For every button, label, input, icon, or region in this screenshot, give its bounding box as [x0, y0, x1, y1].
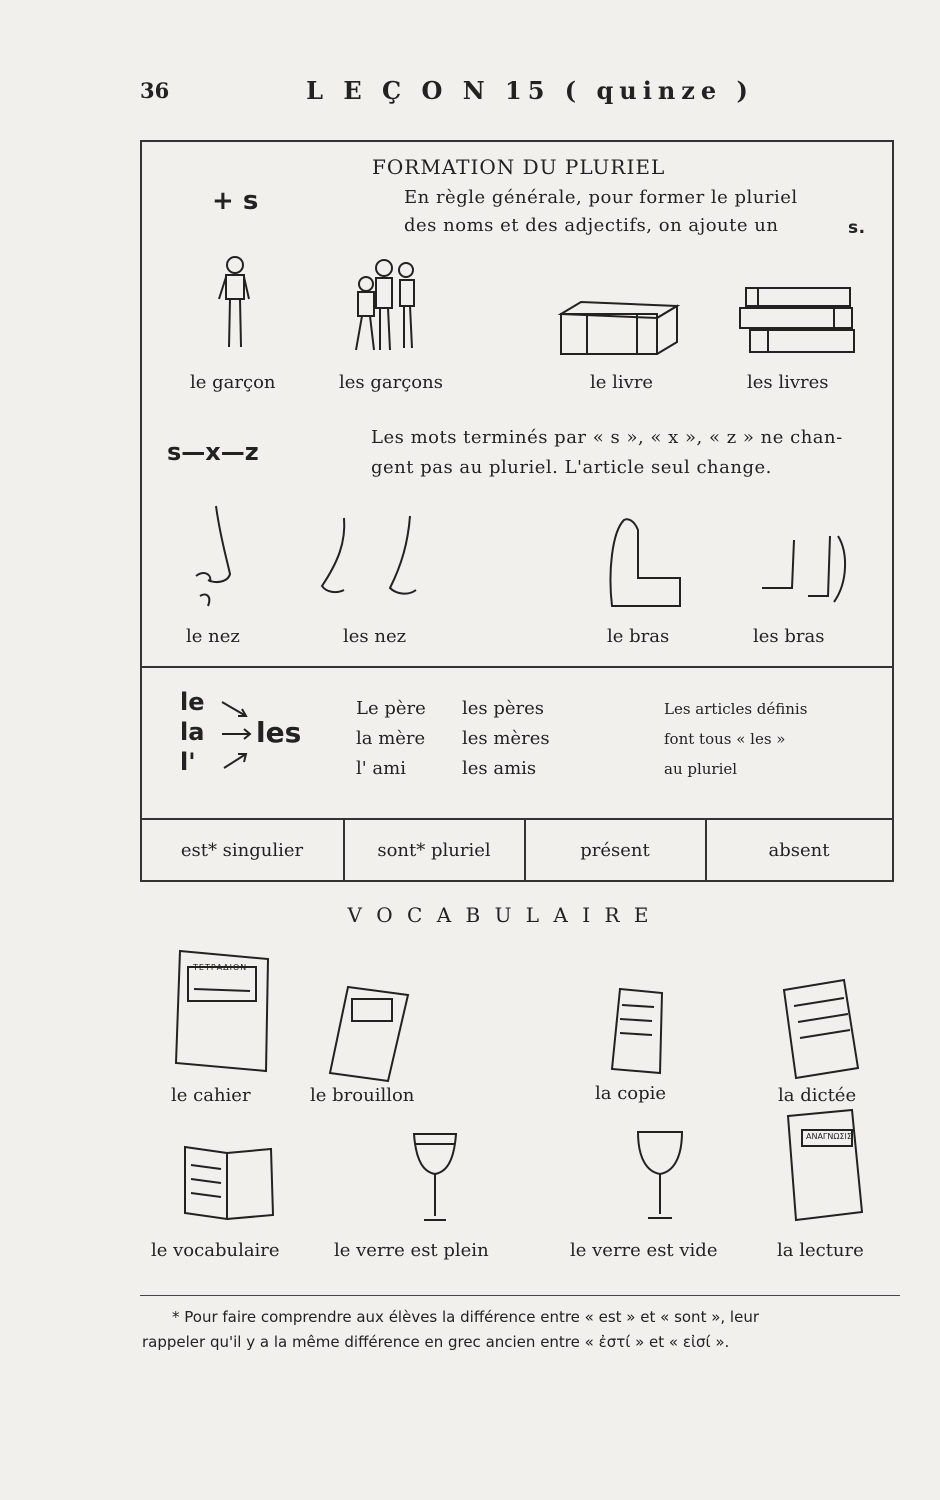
arm-illustration [604, 512, 684, 612]
full-glass-illustration [410, 1128, 460, 1226]
vocab-le-cahier: le cahier [171, 1085, 251, 1106]
article-l: l' [180, 748, 196, 776]
article-arrows-icon [220, 696, 260, 776]
article-les: les [256, 716, 302, 749]
caption-les-livres: les livres [747, 372, 829, 393]
boy-illustration [215, 255, 255, 355]
caption-les-garcons: les garçons [339, 372, 443, 393]
vocab-la-lecture: la lecture [777, 1240, 864, 1261]
cahier-cover-text: ΤΕΤΡΑΔΙΟΝ [193, 963, 248, 972]
caption-le-bras: le bras [607, 626, 670, 647]
singular-ami: l' ami [356, 758, 406, 779]
rule-letter-s: s. [848, 218, 866, 238]
book-illustration [557, 300, 682, 360]
vocab-verre-vide: le verre est vide [570, 1240, 718, 1261]
vocab-la-dictee: la dictée [778, 1085, 857, 1106]
dictee-illustration [778, 978, 862, 1080]
cell-absent: absent [768, 840, 830, 861]
footnote-rule [140, 1295, 900, 1296]
cell-est-singulier: est* singulier [180, 840, 304, 861]
boys-illustration [348, 258, 428, 358]
table-divider-articles [140, 666, 894, 668]
articles-note-line-3: au pluriel [664, 760, 738, 778]
lecture-illustration [784, 1108, 866, 1226]
vocabulary-title: V O C A B U L A I R E [347, 903, 653, 927]
rule-line-2: des noms et des adjectifs, on ajoute un [404, 215, 779, 236]
vocab-verre-plein: le verre est plein [334, 1240, 489, 1261]
sxz-rule-line-2: gent pas au pluriel. L'article seul change. [371, 457, 772, 478]
plural-amis: les amis [462, 758, 537, 779]
cell-present: présent [580, 840, 650, 861]
empty-glass-illustration [634, 1126, 686, 1224]
article-la: la [180, 718, 205, 746]
arms-illustration [758, 532, 853, 607]
nose-illustration [186, 496, 246, 612]
caption-le-nez: le nez [186, 626, 240, 647]
brouillon-illustration [328, 985, 410, 1085]
cell-sont-pluriel: sont* pluriel [377, 840, 491, 861]
section-title-plural: FORMATION DU PLURIEL [372, 155, 666, 179]
caption-les-bras: les bras [753, 626, 825, 647]
vocabulaire-illustration [181, 1143, 277, 1225]
sxz-symbol: s—x—z [167, 438, 259, 466]
copie-illustration [608, 985, 672, 1081]
footnote-line-1: * Pour faire comprendre aux élèves la différence entre « est » et « sont », leur [172, 1308, 759, 1326]
table-divider-bottom-row [140, 818, 894, 820]
plural-peres: les pères [462, 698, 545, 719]
caption-le-garcon: le garçon [190, 372, 276, 393]
article-le: le [180, 688, 205, 716]
plural-meres: les mères [462, 728, 550, 749]
sxz-rule-line-1: Les mots terminés par « s », « x », « z » ne chan- [371, 427, 843, 448]
caption-les-nez: les nez [343, 626, 407, 647]
plus-s-symbol: + s [212, 186, 259, 216]
page-title: L E Ç O N 15 ( quinze ) [306, 76, 754, 105]
singular-pere: Le père [356, 698, 426, 719]
rule-line-1: En règle générale, pour former le pluriel [404, 187, 798, 208]
lecture-cover-text: ΑΝΑΓΝΩΣΙΣ [806, 1132, 852, 1141]
noses-illustration [318, 512, 438, 612]
vocab-le-vocabulaire: le vocabulaire [151, 1240, 280, 1261]
books-illustration [738, 278, 858, 358]
vocab-la-copie: la copie [595, 1083, 667, 1104]
caption-le-livre: le livre [590, 372, 654, 393]
page-number: 36 [140, 78, 170, 103]
articles-note-line-1: Les articles définis [664, 700, 808, 718]
footnote-line-2: rappeler qu'il y a la même différence en grec ancien entre « ἐστί » et « εἰσί ». [142, 1333, 730, 1351]
vocab-le-brouillon: le brouillon [310, 1085, 415, 1106]
singular-mere: la mère [356, 728, 426, 749]
articles-note-line-2: font tous « les » [664, 730, 786, 748]
